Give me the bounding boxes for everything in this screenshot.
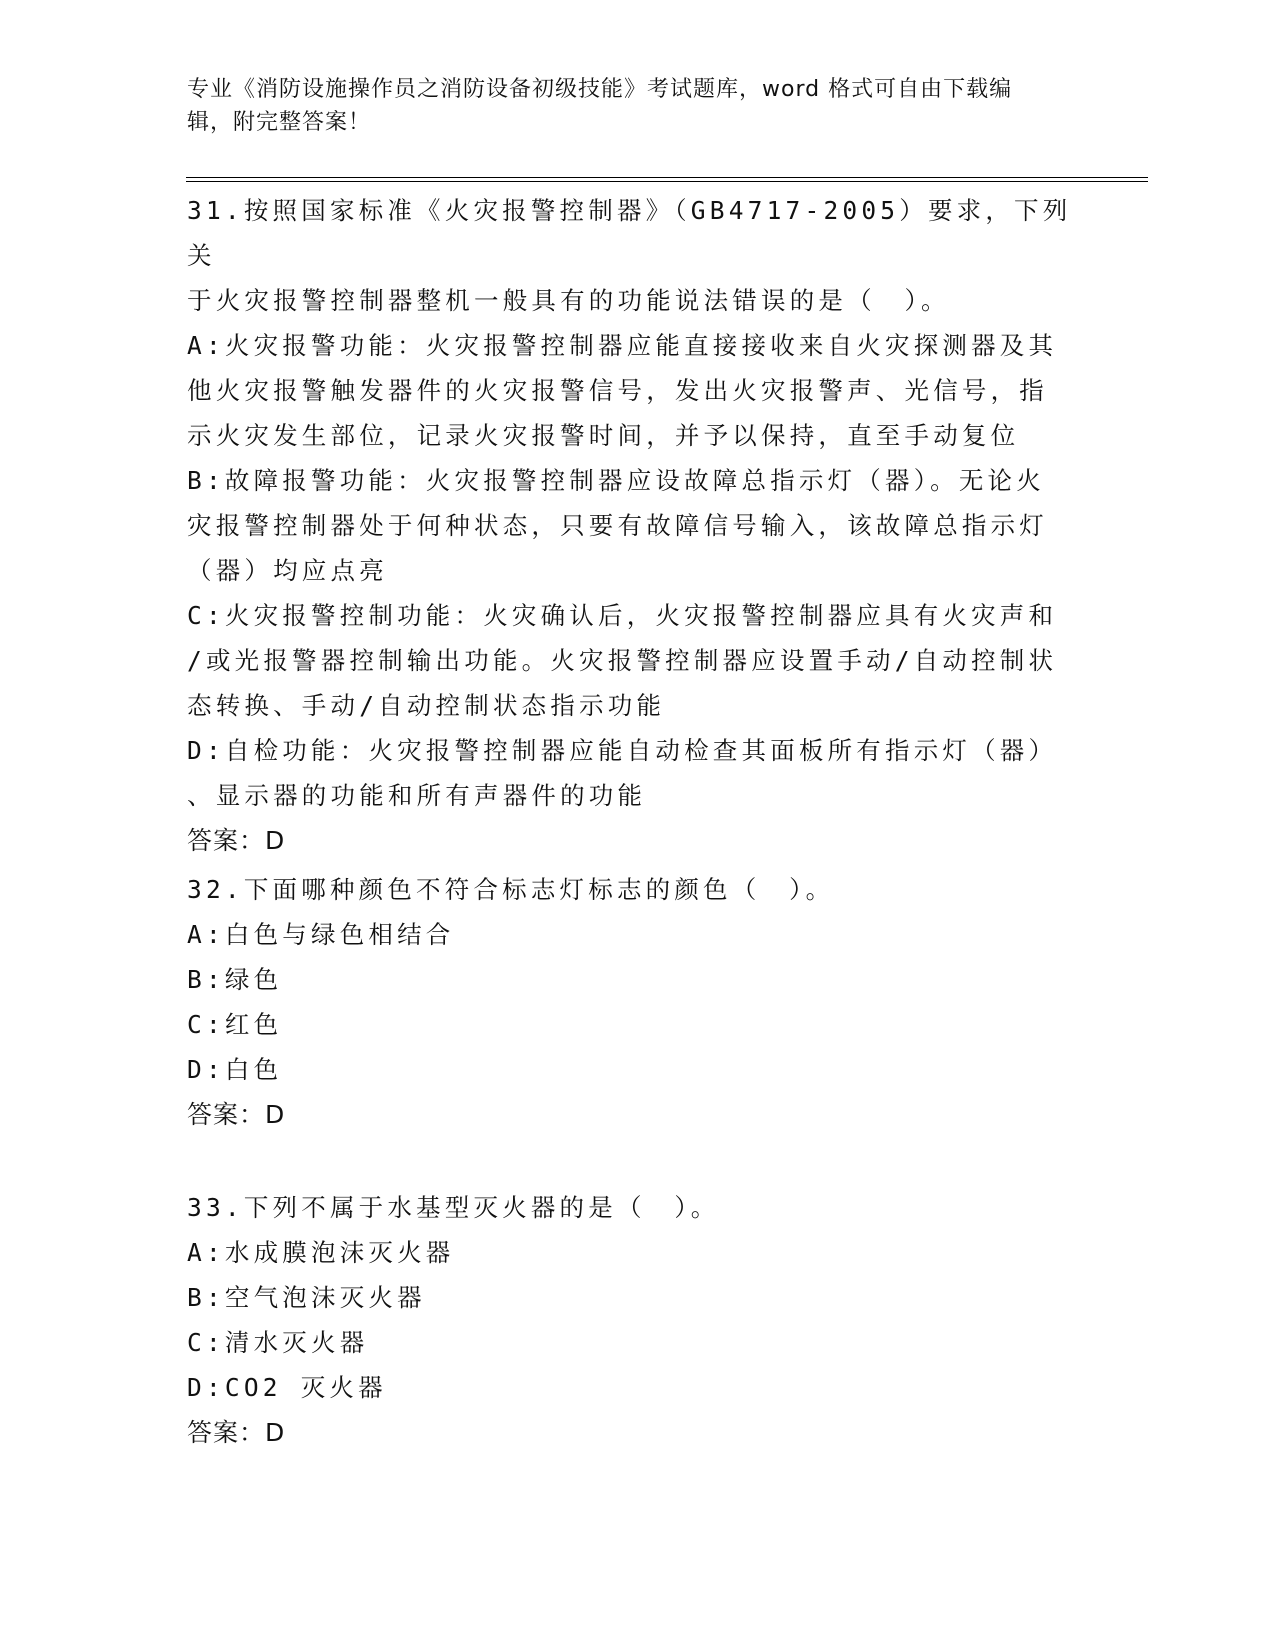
question-stem: 31.按照国家标准《火灾报警控制器》（GB4717-2005）要求，下列关: [187, 196, 1072, 270]
option-d: D:CO2 灭火器: [187, 1373, 387, 1402]
question-stem: 于火灾报警控制器整机一般具有的功能说法错误的是（ ）。: [187, 286, 950, 315]
option-a: 他火灾报警触发器件的火灾报警信号，发出火灾报警声、光信号，指: [187, 376, 1048, 405]
answer-label: 答案：D: [187, 1418, 286, 1447]
option-b: B:空气泡沫灭火器: [187, 1283, 426, 1312]
option-c: C:火灾报警控制功能：火灾确认后，火灾报警控制器应具有火灾声和: [187, 601, 1058, 630]
question-31: [187, 188, 1087, 863]
header-line-2: 辑，附完整答案！: [187, 110, 372, 135]
option-a: A:火灾报警功能：火灾报警控制器应能直接接收来自火灾探测器及其: [187, 331, 1058, 360]
question-stem: 32.下面哪种颜色不符合标志灯标志的颜色（ ）。: [187, 875, 835, 904]
option-b: B:绿色: [187, 965, 283, 994]
option-c: 态转换、手动/自动控制状态指示功能: [187, 691, 666, 720]
option-d: D:自检功能：火灾报警控制器应能自动检查其面板所有指示灯（器）: [187, 736, 1058, 765]
option-a: 示火灾发生部位，记录火灾报警时间，并予以保持，直至手动复位: [187, 421, 1020, 450]
option-c: C:清水灭火器: [187, 1328, 369, 1357]
document-header: [187, 73, 1067, 139]
header-divider: [186, 177, 1148, 182]
option-b: 灾报警控制器处于何种状态，只要有故障信号输入，该故障总指示灯: [187, 511, 1048, 540]
option-c: C:红色: [187, 1010, 283, 1039]
header-line-1: 专业《消防设施操作员之消防设备初级技能》考试题库，word 格式可自由下载编: [187, 77, 1013, 102]
option-b: B:故障报警功能：火灾报警控制器应设故障总指示灯（器）。无论火: [187, 466, 1045, 495]
option-b: （器）均应点亮: [187, 556, 388, 585]
question-32: [187, 867, 1087, 1137]
question-stem: 33.下列不属于水基型灭火器的是（ ）。: [187, 1193, 720, 1222]
option-d: 、显示器的功能和所有声器件的功能: [187, 781, 647, 810]
option-c: /或光报警器控制输出功能。火灾报警控制器应设置手动/自动控制状: [187, 646, 1058, 675]
option-a: A:水成膜泡沫灭火器: [187, 1238, 455, 1267]
answer-label: 答案：D: [187, 1100, 286, 1129]
question-33: [187, 1185, 1087, 1455]
option-a: A:白色与绿色相结合: [187, 920, 455, 949]
answer-label: 答案：D: [187, 826, 286, 855]
option-d: D:白色: [187, 1055, 283, 1084]
